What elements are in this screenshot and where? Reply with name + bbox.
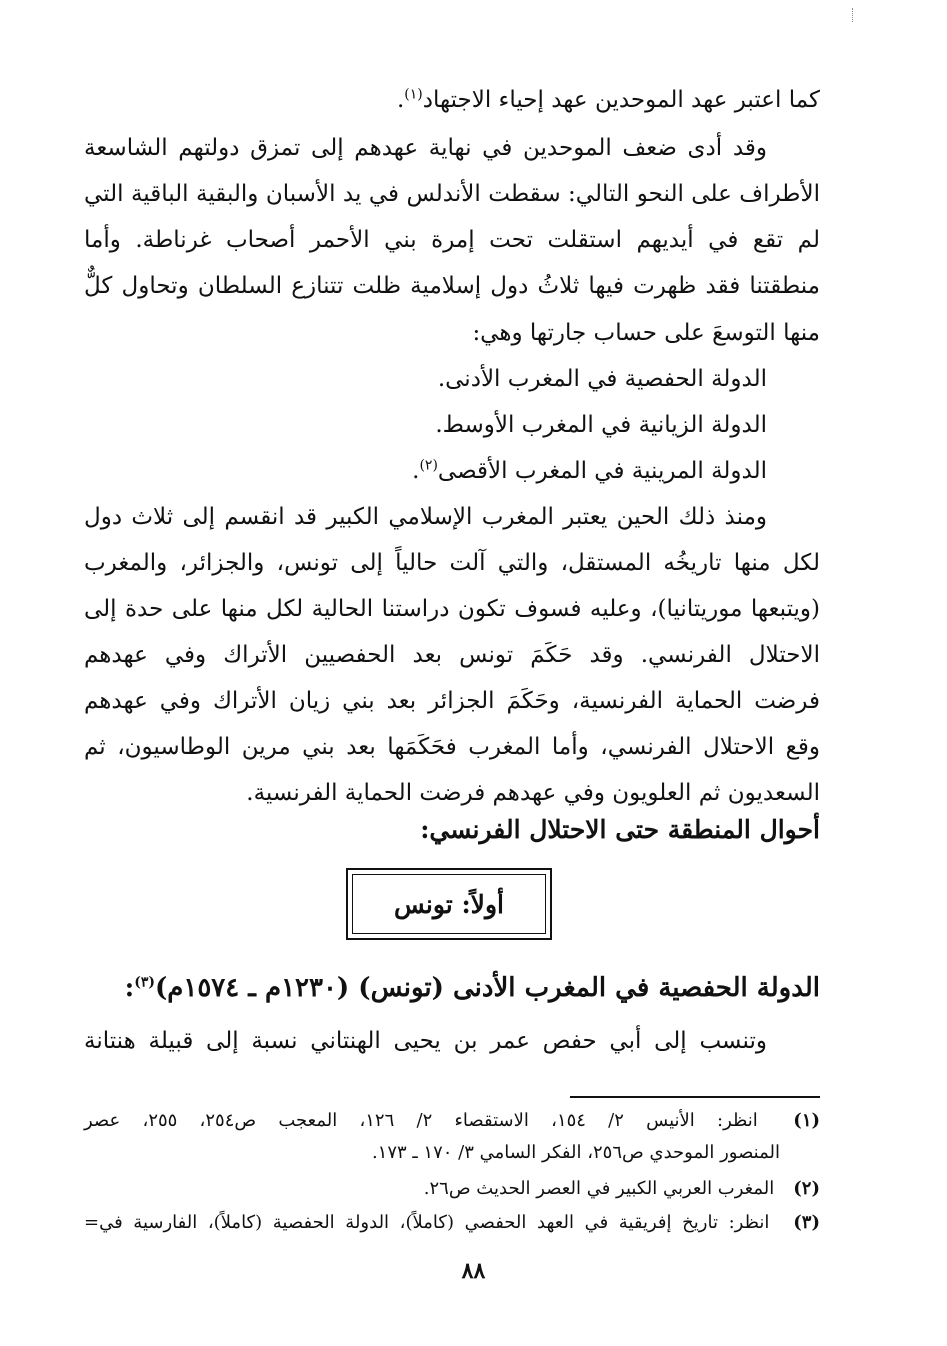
footnote-marker-2: (٢) [419, 457, 438, 474]
body-line-12: (ويتبعها موريتانيا)، وعليه فسوف تكون دراستنا الحالية لكل منها على حدة إلى [84, 596, 820, 622]
footnote-2: (٢) المغرب العربي الكبير في العصر الحديث ص٢٦. [423, 1178, 820, 1199]
body-line-6: منها التوسعَ على حساب جارتها وهي: [472, 320, 820, 346]
footnote-3: (٣) انظر: تاريخ إفريقية في العهد الحفصي (كاملاً)، الدولة الحفصية (كاملاً)، الفارسية في= [84, 1212, 820, 1233]
body-line-3: الأطراف على النحو التالي: سقطت الأندلس في يد الأسبان والبقية الباقية التي [84, 181, 820, 207]
body-line-5: منطقتنا فقد ظهرت فيها ثلاثُ دول إسلامية ظلت تتنازع السلطان وتحاول كلٌّ [84, 273, 820, 299]
body-line-13: الاحتلال الفرنسي. وقد حَكَمَ تونس بعد الحفصيين الأتراك وفي عهدهم [84, 642, 820, 668]
section-heading: أحوال المنطقة حتى الاحتلال الفرنسي: [420, 815, 820, 844]
footnote-separator [570, 1096, 820, 1098]
list-item-marinid: الدولة المرينية في المغرب الأقصى$^{(٢)}$. [412, 457, 767, 484]
body-line-1: كما اعتبر عهد الموحدين عهد إحياء الاجتهاد$^{(١)}$. [396, 86, 820, 113]
body-line-11: لكل منها تاريخُه المستقل، والتي آلت حالياً إلى تونس، والجزائر، والمغرب [84, 550, 820, 576]
section-title: أولاً: تونس [352, 874, 546, 934]
section-title-box [346, 868, 552, 940]
body-line-15: وقع الاحتلال الفرنسي، وأما المغرب فحَكَمَها بعد بني مرين الوطاسيون، ثم [84, 734, 820, 760]
body-line-2: وقد أدى ضعف الموحدين في نهاية عهدهم إلى تمزق دولتهم الشاسعة [84, 135, 767, 161]
page-number: ٨٨ [461, 1258, 486, 1284]
body-line-14: فرضت الحماية الفرنسية، وحَكَمَ الجزائر بعد بني زيان الأتراك وفي عهدهم [84, 688, 820, 714]
subheading: الدولة الحفصية في المغرب الأدنى (تونس) (١٢٣٠م ـ ١٥٧٤م)$^{(٣)}$: [124, 973, 820, 1003]
footnote-1: (١) انظر: الأنيس ٢/ ١٥٤، الاستقصاء ٢/ ١٢٦، المعجب ص٢٥٤، ٢٥٥، عصر [84, 1110, 821, 1131]
body-line-10: ومنذ ذلك الحين يعتبر المغرب الإسلامي الكبير قد انقسم إلى ثلاث دول [84, 504, 767, 530]
list-item-hafsid: الدولة الحفصية في المغرب الأدنى. [437, 366, 767, 392]
footnote-1-continued: المنصور الموحدي ص٢٥٦، الفكر السامي ٣/ ١٧٠ ـ ١٧٣. [371, 1142, 780, 1163]
footnote-marker-1: (١) [404, 86, 423, 103]
scan-mark [852, 8, 855, 22]
body-line-16: السعديون ثم العلويون وفي عهدهم فرضت الحماية الفرنسية. [246, 780, 820, 806]
footnote-marker-3: (٣) [134, 974, 155, 991]
body-line-4: لم تقع في أيديهم استقلت تحت إمرة بني الأحمر أصحاب غرناطة. وأما [84, 227, 820, 253]
list-item-zayyanid: الدولة الزيانية في المغرب الأوسط. [435, 412, 767, 438]
body-line-17: وتنسب إلى أبي حفص عمر بن يحيى الهنتاني نسبة إلى قبيلة هنتانة [84, 1028, 767, 1054]
